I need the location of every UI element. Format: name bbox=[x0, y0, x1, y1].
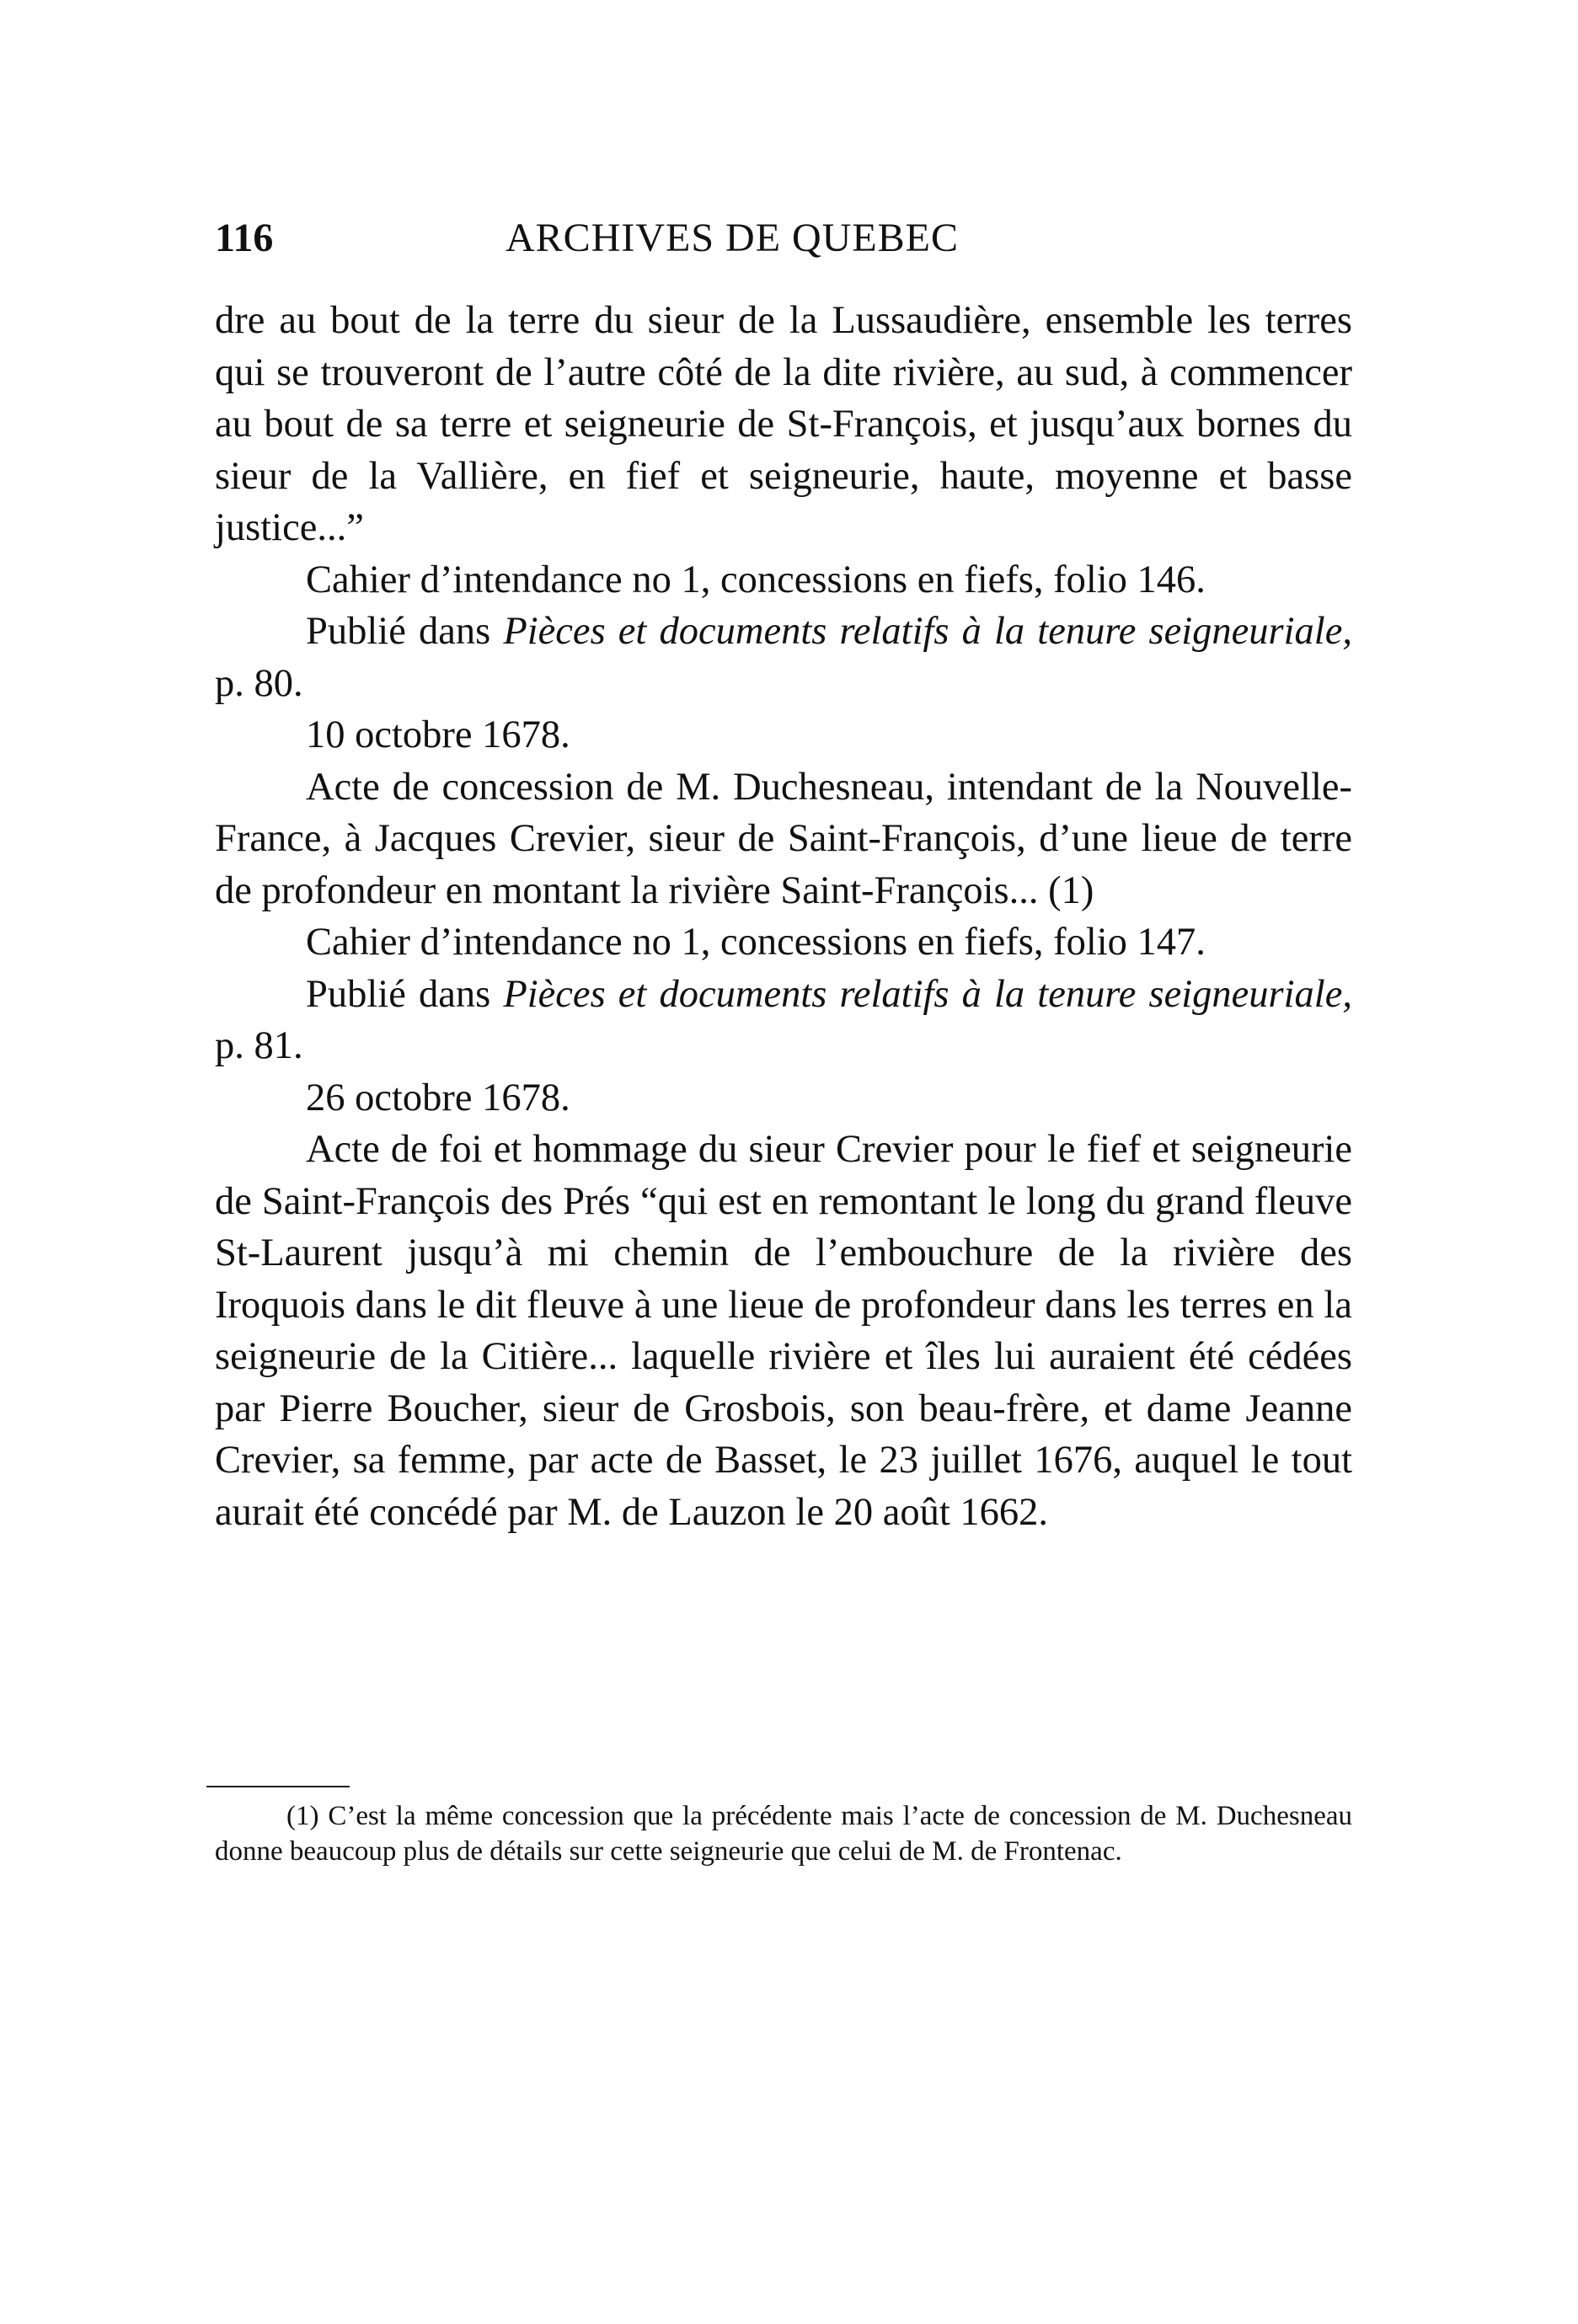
paragraph-citation-1: Cahier d’intendance no 1, concessions en fiefs, folio 146. bbox=[306, 558, 1206, 601]
paragraph-acte-foi-hommage: Acte de foi et hommage du sieur Crevier pour le fief et seigneurie de Saint-François des Prés “qui est en remontant le long du grand fleuve St-Laurent jusqu’à mi chemin de l’embouchure de la rivière des Iroquois dans le dit fleuve à une lieue de profondeur dans les terres en la seigneurie de la Citière... laquelle rivière et îles lui auraient été cédées par Pierre Boucher, sieur de Grosbois, son beau-frère, et dame Jeanne Crevier, sa femme, par acte de Basset, le 23 juillet 1676, auquel le tout aurait été concédé par M. de Lauzon le 20 août 1662. bbox=[215, 1128, 1352, 1534]
published-prefix: Publié dans bbox=[306, 972, 504, 1016]
page-number: 116 bbox=[215, 216, 274, 260]
published-suffix: p. 80. bbox=[215, 661, 303, 705]
paragraph-continuation: dre au bout de la terre du sieur de la Lussaudière, ensemble les terres qui se trouveront de l’autre côté de la dite rivière, au sud, à commencer au bout de sa terre et seigneurie de St-François, et jusqu’aux bornes du sieur de la Vallière, en fief et seigneurie, haute, moyenne et basse justice...” bbox=[215, 299, 1352, 549]
running-title: ARCHIVES DE QUEBEC bbox=[505, 216, 960, 260]
body-text bbox=[215, 295, 1352, 1538]
page-header bbox=[215, 215, 1352, 274]
published-title: Pièces et documents relatifs à la tenure seigneuriale, bbox=[503, 972, 1352, 1016]
published-suffix: p. 81. bbox=[215, 1024, 303, 1067]
entry-date-1: 10 octobre 1678. bbox=[306, 713, 570, 756]
paragraph-published-1 bbox=[215, 606, 1352, 709]
paragraph-published-2 bbox=[215, 969, 1352, 1072]
footnote-divider bbox=[206, 1786, 350, 1787]
paragraph-acte-concession: Acte de concession de M. Duchesneau, intendant de la Nouvelle-France, à Jacques Crevier, sieur de Saint-François, d’une lieue de terre de profondeur en montant la rivière Saint-François... (1) bbox=[215, 765, 1352, 912]
entry-date-2: 26 octobre 1678. bbox=[306, 1076, 570, 1119]
published-title: Pièces et documents relatifs à la tenure seigneuriale, bbox=[503, 610, 1352, 653]
footnote: (1) C’est la même concession que la précédente mais l’acte de concession de M. Duchesneau donne beaucoup plus de détails sur cette seigneurie que celui de M. de Frontenac. bbox=[215, 1801, 1352, 1867]
paragraph-citation-2: Cahier d’intendance no 1, concessions en fiefs, folio 147. bbox=[306, 921, 1206, 964]
published-prefix: Publié dans bbox=[306, 610, 504, 653]
